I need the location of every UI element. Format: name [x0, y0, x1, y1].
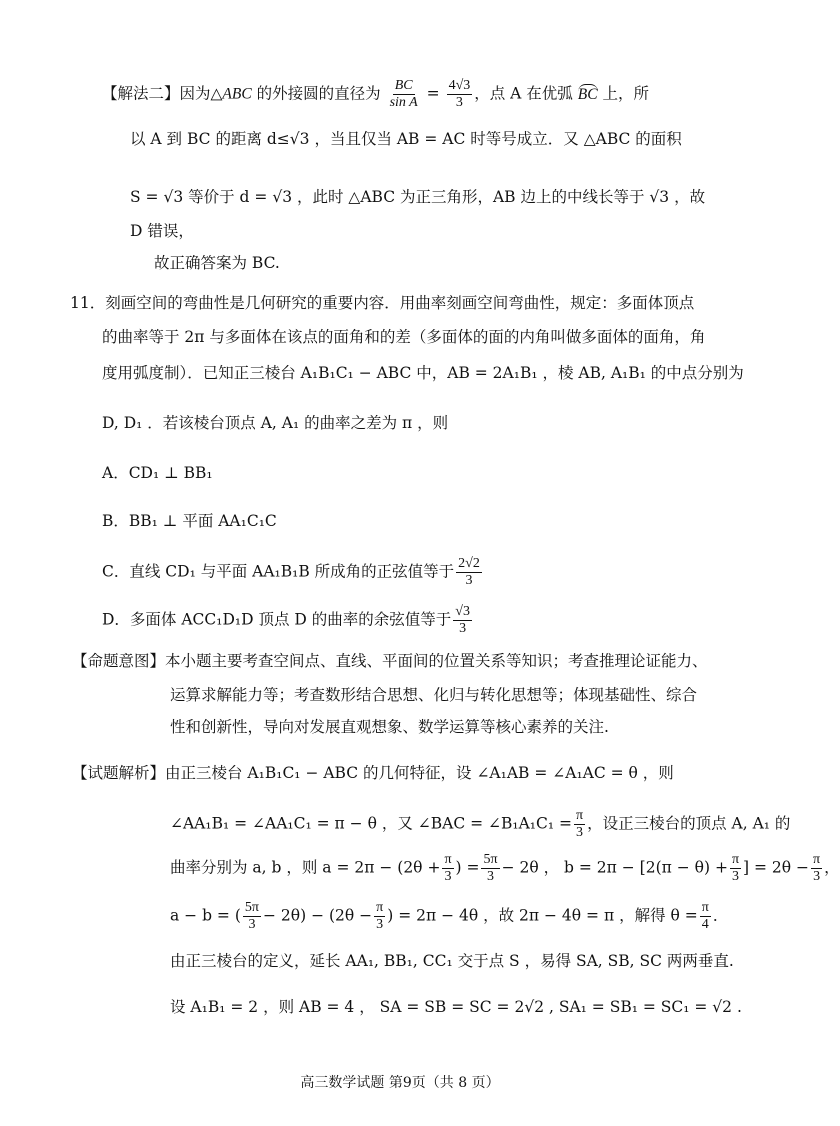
frac-num: π	[444, 852, 452, 867]
frac-den: 3	[576, 825, 584, 840]
text: ．	[712, 906, 729, 925]
frac-den: 4	[701, 917, 709, 932]
solution2-line3: S = √3 等价于 d = √3 ，此时 △ABC 为正三角形，AB 边上的中线长等于 √3 ，故	[130, 188, 706, 206]
solution2-line2: 以 A 到 BC 的距离 d≤√3 ，当且仅当 AB = AC 时等号成立．又 △ABC 的面积	[130, 130, 682, 148]
text: 的外接圆的直径为	[251, 84, 386, 103]
fraction	[700, 900, 711, 933]
text: ) =	[455, 858, 480, 877]
analysis-line1: 【试题解析】由正三棱台 A₁B₁C₁ − ABC 的几何特征，设 ∠A₁AB = ∠A₁AC = θ ，则	[72, 764, 674, 782]
fraction	[574, 808, 585, 841]
analysis-line6: 设 A₁B₁ = 2 ，则 AB = 4 ， SA = SB = SC = 2√2 , SA₁ = SB₁ = SC₁ = √2 .	[170, 998, 742, 1016]
q11-line4: D, D₁ ．若该棱台顶点 A, A₁ 的曲率之差为 π ，则	[102, 414, 449, 432]
text: a − b = (	[170, 906, 241, 925]
text: ，点 A 在优弧	[474, 84, 578, 103]
text: 【解法二】因为	[102, 84, 211, 103]
math: △ABC	[210, 85, 252, 103]
fraction	[456, 556, 482, 589]
text: D．多面体 ACC₁D₁D 顶点 D 的曲率的余弦值等于	[102, 610, 452, 629]
q11-option-b: B．BB₁ ⊥ 平面 AA₁C₁C	[102, 512, 277, 530]
page-footer: 高三数学试题 第9页（共 8 页）	[300, 1075, 500, 1091]
fraction	[447, 78, 473, 111]
fraction	[442, 852, 453, 885]
intent-line1: 【命题意图】本小题主要考查空间点、直线、平面间的位置关系等知识；考查推理论证能力、	[72, 652, 708, 670]
text: 上，所	[597, 84, 649, 103]
fraction	[374, 900, 385, 933]
fraction	[243, 900, 261, 933]
frac-den: 3	[376, 917, 384, 932]
text: ∠AA₁B₁ = ∠AA₁C₁ = π − θ ，又 ∠BAC = ∠B₁A₁C₁ =	[170, 814, 573, 833]
analysis-line5: 由正三棱台的定义，延长 AA₁, BB₁, CC₁ 交于点 S ，易得 SA, SB, SC 两两垂直.	[170, 952, 734, 970]
analysis-line2	[170, 808, 790, 841]
frac-den: 3	[813, 869, 821, 884]
frac-den: sin A	[389, 95, 418, 110]
q11-option-a: A．CD₁ ⊥ BB₁	[102, 464, 213, 482]
frac-num: BC	[394, 78, 413, 93]
frac-den: 3	[455, 95, 463, 110]
text: ，	[824, 858, 840, 877]
solution2-answer: 故正确答案为 BC.	[154, 254, 280, 272]
fraction	[730, 852, 741, 885]
intent-line2: 运算求解能力等；考查数形结合思想、化归与转化思想等；体现基础性、综合	[170, 686, 698, 704]
frac-num: 4√3	[448, 78, 471, 93]
arc-label: BC	[577, 85, 598, 103]
solution2-line4: D 错误，	[130, 222, 194, 240]
text: =	[421, 84, 445, 103]
frac-num: 5π	[244, 900, 259, 915]
frac-num: π	[813, 852, 821, 867]
solution2-line1	[102, 78, 649, 111]
frac-num: π	[701, 900, 709, 915]
fraction	[388, 78, 420, 111]
fraction	[453, 604, 472, 637]
text: 曲率分别为 a, b ，则 a = 2π − (2θ +	[170, 858, 441, 877]
fraction	[481, 852, 499, 885]
frac-num: π	[731, 852, 740, 867]
frac-num: √3	[455, 604, 470, 619]
q11-option-d	[102, 604, 474, 637]
intent-line3: 性和创新性，导向对发展直观想象、数学运算等核心素养的关注.	[170, 718, 609, 736]
frac-den: 3	[465, 573, 473, 588]
frac-den: 3	[248, 917, 256, 932]
frac-num: 2√2	[458, 556, 480, 571]
frac-num: π	[376, 900, 384, 915]
text: − 2θ) − (2θ −	[262, 906, 373, 925]
frac-den: 3	[459, 621, 467, 636]
frac-num: π	[576, 808, 584, 823]
q11-line3: 度用弧度制）．已知正三棱台 A₁B₁C₁ − ABC 中，AB = 2A₁B₁ ，棱 AB, A₁B₁ 的中点分别为	[102, 364, 744, 382]
text: − 2θ ， b = 2π − [2(π − θ) +	[501, 858, 728, 877]
text: ，设正三棱台的顶点 A, A₁ 的	[587, 814, 791, 833]
frac-num: 5π	[483, 852, 498, 867]
q11-line1: 11．刻画空间的弯曲性是几何研究的重要内容．用曲率刻画空间弯曲性，规定：多面体顶点	[70, 294, 695, 312]
q11-option-c	[102, 556, 484, 589]
frac-den: 3	[732, 869, 739, 884]
frac-den: 3	[444, 869, 452, 884]
fraction	[811, 852, 822, 885]
analysis-line4	[170, 900, 728, 933]
text: ] = 2θ −	[743, 858, 810, 877]
text: C．直线 CD₁ 与平面 AA₁B₁B 所成角的正弦值等于	[102, 562, 455, 581]
q11-line2: 的曲率等于 2π 与多面体在该点的面角和的差（多面体的面的内角叫做多面体的面角，角	[102, 328, 706, 346]
analysis-line3	[170, 852, 840, 885]
frac-den: 3	[487, 869, 495, 884]
text: ) = 2π − 4θ ，故 2π − 4θ = π ，解得 θ =	[387, 906, 698, 925]
